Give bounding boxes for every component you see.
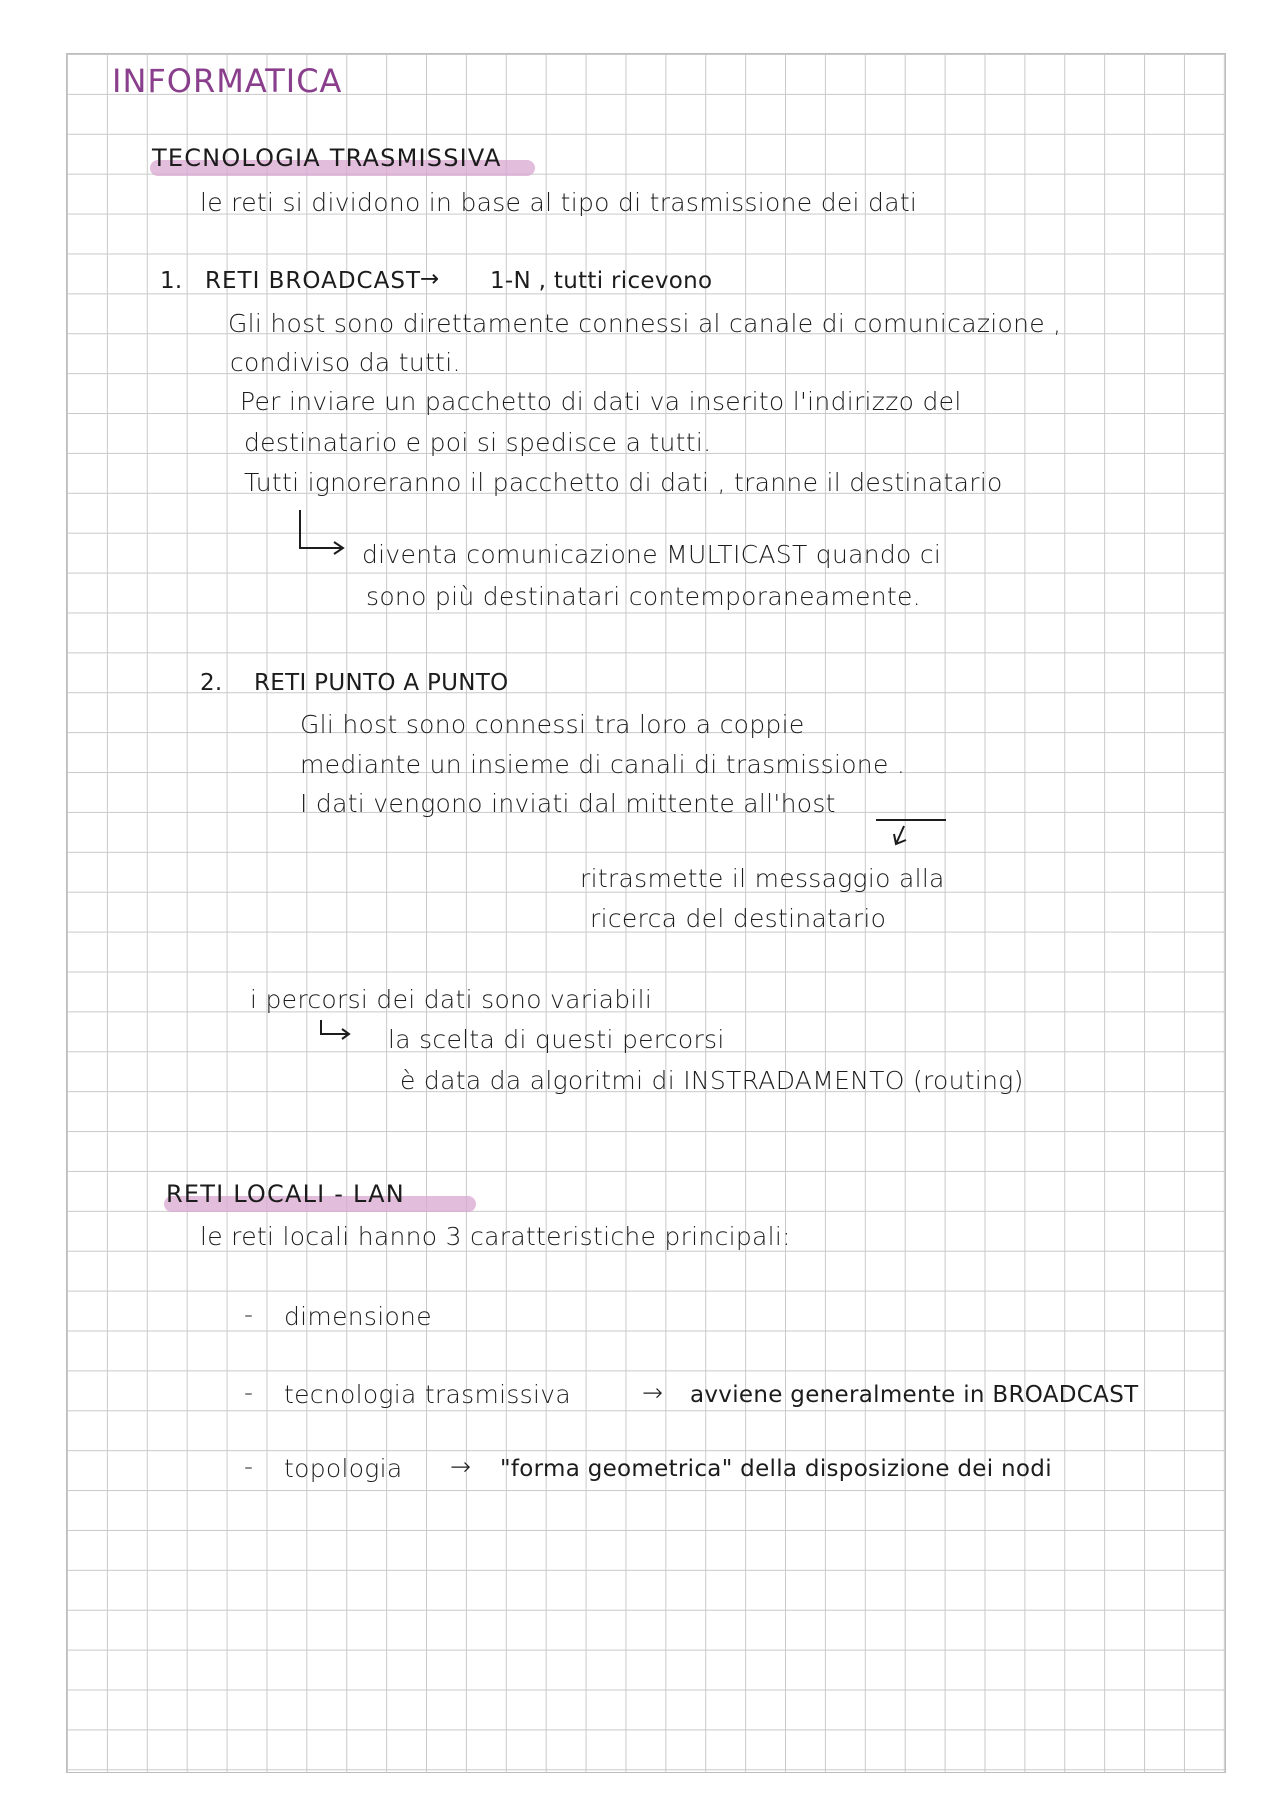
page-title: INFORMATICA [112, 62, 343, 100]
section-heading-lan: RETI LOCALI - LAN [166, 1180, 405, 1208]
text-line: I dati vengono inviati dal mittente all'host [300, 789, 836, 818]
section-intro: le reti si dividono in base al tipo di trasmissione dei dati [200, 188, 918, 217]
hook-arrow-icon [318, 1018, 358, 1044]
item-number: 1. [160, 268, 183, 294]
section-intro: le reti locali hanno 3 caratteristiche principali: [200, 1222, 791, 1251]
bullet-note: avviene generalmente in BROADCAST [690, 1382, 1139, 1408]
item-detail: 1-N , tutti ricevono [490, 268, 713, 294]
bullet-dash: - [244, 1300, 254, 1329]
text-line: diventa comunicazione MULTICAST quando ci [362, 540, 942, 569]
arrow-icon: → [420, 266, 440, 292]
item-number: 2. [200, 670, 223, 696]
item-label-broadcast: RETI BROADCAST [205, 268, 422, 294]
bullet-text: tecnologia trasmissiva [284, 1380, 571, 1409]
text-line: Per inviare un pacchetto di dati va inserito l'indirizzo del [240, 387, 962, 416]
arrow-icon: → [450, 1452, 472, 1481]
text-line: ritrasmette il messaggio alla [580, 864, 945, 893]
text-line: Tutti ignoreranno il pacchetto di dati , tranne il destinatario [244, 468, 1003, 497]
hook-arrow-icon [296, 508, 356, 558]
bullet-dash: - [244, 1452, 254, 1481]
section-heading-tecnologia: TECNOLOGIA TRASMISSIVA [152, 144, 502, 172]
text-line: la scelta di questi percorsi [388, 1025, 725, 1054]
bullet-text: topologia [284, 1454, 403, 1483]
down-arrow-icon [870, 812, 950, 852]
text-line: condiviso da tutti. [230, 348, 461, 377]
item-label-punto: RETI PUNTO A PUNTO [254, 670, 509, 696]
text-line: i percorsi dei dati sono variabili [250, 985, 653, 1014]
text-line: Gli host sono connessi tra loro a coppie [300, 710, 805, 739]
text-line: è data da algoritmi di INSTRADAMENTO (routing) [400, 1066, 1024, 1095]
bullet-text: dimensione [284, 1302, 432, 1331]
text-line: destinatario e poi si spedisce a tutti. [244, 428, 712, 457]
text-line: Gli host sono direttamente connessi al canale di comunicazione , [228, 309, 1062, 338]
text-line: sono più destinatari contemporaneamente. [366, 582, 921, 611]
text-line: mediante un insieme di canali di trasmissione . [300, 750, 906, 779]
bullet-dash: - [244, 1378, 254, 1407]
text-line: ricerca del destinatario [590, 904, 887, 933]
arrow-icon: → [642, 1378, 664, 1407]
bullet-note: "forma geometrica" della disposizione dei nodi [500, 1456, 1052, 1482]
